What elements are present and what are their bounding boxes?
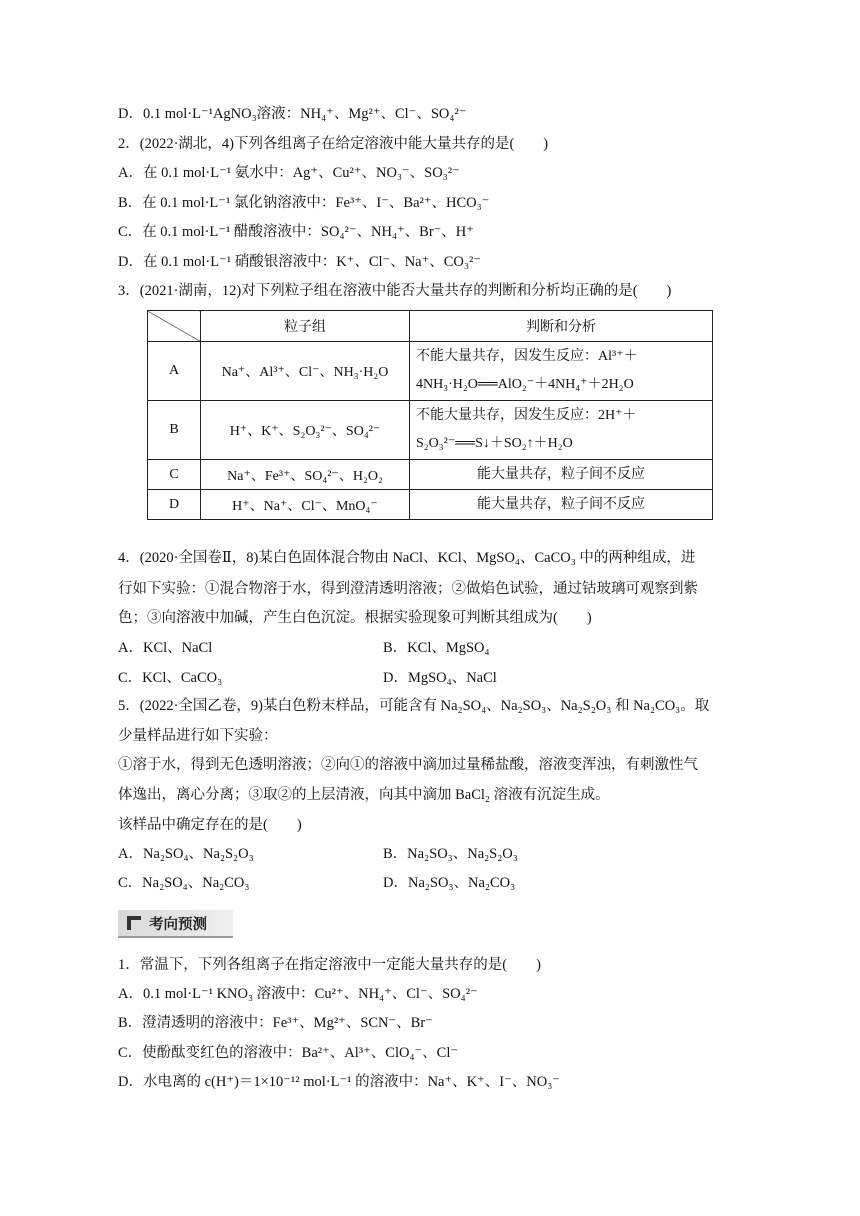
question-5-line-3: ①溶于水，得到无色透明溶液；②向①的溶液中滴加过量稀盐酸，溶液变浑浊，有刺激性气 [118,757,698,773]
q1-option-d: D．0.1 mol·L⁻¹AgNO₃溶液：NH₄⁺、Mg²⁺、Cl⁻、SO₄²⁻ [118,106,467,122]
row-label: B [148,401,201,460]
q3-table [147,310,713,520]
q5-option-a: A．Na₂SO₄、Na₂S₂O₃ [118,846,254,862]
row-particle-group: Na⁺、Al³⁺、Cl⁻、NH₃·H₂O [201,342,410,401]
header-analysis: 判断和分析 [410,311,713,342]
analysis-line-2: 4NH₃·H₂O══AlO₂⁻＋4NH₄⁺＋2H₂O [416,377,634,392]
analysis-line-2: S₂O₃²⁻══S↓＋SO₂↑＋H₂O [416,436,573,451]
question-4-line-3: 色；③向溶液中加碱，产生白色沉淀。根据实验现象可判断其组成为( ) [118,610,592,626]
q2-option-a: A．在 0.1 mol·L⁻¹ 氨水中：Ag⁺、Cu²⁺、NO₃⁻、SO₃²⁻ [118,165,460,181]
row-analysis: 能大量共存，粒子间不反应 [410,490,713,520]
row-analysis: 能大量共存，粒子间不反应 [410,460,713,490]
analysis-line-1: 不能大量共存，因发生反应：2H⁺＋ [416,408,637,423]
p1-option-c: C．使酚酞变红色的溶液中：Ba²⁺、Al³⁺、ClO₄⁻、Cl⁻ [118,1045,459,1061]
q2-option-d: D．在 0.1 mol·L⁻¹ 硝酸银溶液中：K⁺、Cl⁻、Na⁺、CO₃²⁻ [118,254,481,270]
practice-question-1: 1．常温下，下列各组离子在指定溶液中一定能大量共存的是( ) [118,957,541,973]
row-label: D [148,490,201,520]
p1-option-b: B．澄清透明的溶液中：Fe³⁺、Mg²⁺、SCN⁻、Br⁻ [118,1015,433,1031]
question-4-line-2: 行如下实验：①混合物溶于水，得到澄清透明溶液；②做焰色试验，通过钴玻璃可观察到紫 [118,581,698,597]
row-analysis [410,342,713,401]
row-particle-group: Na⁺、Fe³⁺、SO₄²⁻、H₂O₂ [201,460,410,490]
q4-option-c: C．KCl、CaCO₃ [118,670,223,686]
row-analysis [410,401,713,460]
question-2: 2．(2022·湖北，4)下列各组离子在给定溶液中能大量共存的是( ) [118,136,549,152]
row-particle-group: H⁺、Na⁺、Cl⁻、MnO₄⁻ [201,490,410,520]
question-5-line-1: 5．(2022·全国乙卷，9)某白色粉末样品，可能含有 Na₂SO₄、Na₂SO₃、Na₂S₂O₃ 和 Na₂CO₃。取 [118,698,710,714]
question-3: 3．(2021·湖南，12)对下列粒子组在溶液中能否大量共存的判断和分析均正确的是( ) [118,283,672,299]
q5-option-b: B．Na₂SO₃、Na₂S₂O₃ [383,846,518,862]
row-label: A [148,342,201,401]
section-heading [118,910,233,938]
question-5-line-2: 少量样品进行如下实验： [118,728,278,744]
q5-option-c: C．Na₂SO₄、Na₂CO₃ [118,875,250,891]
table-row [148,460,713,490]
q5-option-d: D．Na₂SO₃、Na₂CO₃ [383,875,516,891]
section-title: 考向预测 [149,916,207,933]
table-row [148,490,713,520]
q2-option-b: B．在 0.1 mol·L⁻¹ 氯化钠溶液中：Fe³⁺、I⁻、Ba²⁺、HCO₃⁻ [118,195,490,211]
table-row [148,401,713,460]
question-5-line-4: 体逸出，离心分离；③取②的上层清液，向其中滴加 BaCl₂ 溶液有沉淀生成。 [118,787,610,803]
section-bracket-icon [127,916,141,930]
row-particle-group: H⁺、K⁺、S₂O₃²⁻、SO₄²⁻ [201,401,410,460]
p1-option-a: A．0.1 mol·L⁻¹ KNO₃ 溶液中：Cu²⁺、NH₄⁺、Cl⁻、SO₄²⁻ [118,986,478,1002]
q4-option-d: D．MgSO₄、NaCl [383,670,497,686]
table-header-row [148,311,713,342]
diagonal-cell [148,311,201,342]
q2-option-c: C．在 0.1 mol·L⁻¹ 醋酸溶液中：SO₄²⁻、NH₄⁺、Br⁻、H⁺ [118,224,474,240]
question-5-line-5: 该样品中确定存在的是( ) [118,817,302,833]
header-particle-group: 粒子组 [201,311,410,342]
q4-option-b: B．KCl、MgSO₄ [383,640,490,656]
p1-option-d: D．水电离的 c(H⁺)＝1×10⁻¹² mol·L⁻¹ 的溶液中：Na⁺、K⁺、I⁻、NO₃⁻ [118,1074,560,1090]
row-label: C [148,460,201,490]
table-row [148,342,713,401]
analysis-line-1: 不能大量共存，因发生反应：Al³⁺＋ [416,349,638,364]
question-4-line-1: 4．(2020·全国卷Ⅱ，8)某白色固体混合物由 NaCl、KCl、MgSO₄、CaCO₃ 中的两种组成，进 [118,550,696,566]
q4-option-a: A．KCl、NaCl [118,640,213,656]
